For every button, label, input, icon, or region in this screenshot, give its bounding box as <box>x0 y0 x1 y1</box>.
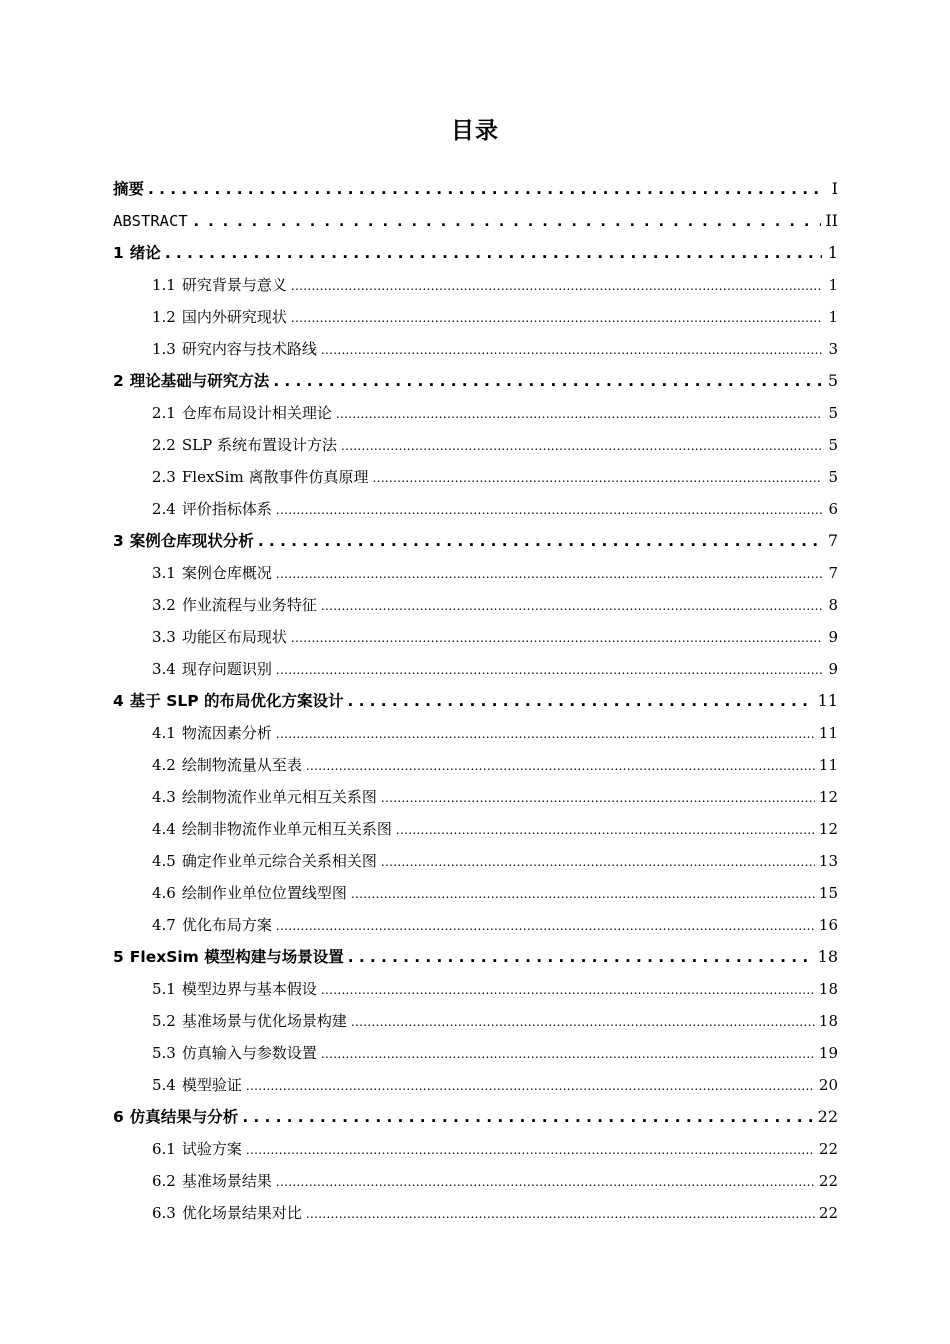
dot-leader <box>276 909 815 942</box>
toc-page-number: 12 <box>818 788 838 806</box>
toc-entry-number: 3 <box>113 532 124 550</box>
toc-page-number: 11 <box>818 724 838 742</box>
toc-entry-label: 案例仓库概况 <box>181 564 272 582</box>
toc-entry-label: 研究背景与意义 <box>181 276 287 294</box>
page-title: 目录 <box>451 118 499 144</box>
toc-page-number: 22 <box>818 1140 838 1158</box>
toc-entry-label: 绘制非物流作业单元相互关系图 <box>181 820 392 838</box>
toc-section-entry[interactable] <box>113 557 838 589</box>
dot-leader <box>165 237 822 269</box>
toc-entry-number: 4.3 <box>152 788 176 806</box>
toc-section-entry[interactable] <box>113 269 838 301</box>
toc-page-number: 18 <box>817 947 838 966</box>
dot-leader <box>192 205 822 237</box>
toc-entry-number: 4.4 <box>152 820 176 838</box>
toc-page-number: 1 <box>828 308 838 326</box>
toc-chapter-entry[interactable] <box>113 205 838 237</box>
toc-entry-label: 试验方案 <box>181 1140 242 1158</box>
toc-entry-label: 绪论 <box>129 244 161 262</box>
toc-page-number: 18 <box>818 980 838 998</box>
toc-entry-label: 现存问题识别 <box>181 660 272 678</box>
toc-entry-title <box>113 173 144 205</box>
toc-chapter-entry[interactable] <box>113 525 838 557</box>
dot-leader <box>336 397 822 430</box>
toc-chapter-entry[interactable] <box>113 1101 838 1133</box>
toc-page-number: 20 <box>818 1076 838 1094</box>
toc-entry-title <box>152 461 368 493</box>
toc-section-entry[interactable] <box>113 1005 838 1037</box>
toc-section-entry[interactable] <box>113 1037 838 1069</box>
toc-section-entry[interactable] <box>113 1165 838 1197</box>
toc-entry-title <box>113 1101 238 1133</box>
toc-entry-number: 1.3 <box>152 340 176 358</box>
dot-leader <box>351 1005 815 1038</box>
toc-entry-title <box>152 429 337 461</box>
toc-entry-title <box>152 557 272 589</box>
toc-entry-label: 基准场景结果 <box>181 1172 272 1190</box>
toc-entry-number: 6.2 <box>152 1172 176 1190</box>
toc-page-number: 5 <box>828 436 838 454</box>
toc-entry-number: 3.3 <box>152 628 176 646</box>
toc-entry-label: 基准场景与优化场景构建 <box>181 1012 347 1030</box>
toc-entry-label: 评价指标体系 <box>181 500 272 518</box>
toc-entry-label: 物流因素分析 <box>181 724 272 742</box>
dot-leader <box>148 173 822 205</box>
toc-entry-number: 3.2 <box>152 596 176 614</box>
toc-entry-title <box>113 365 269 397</box>
toc-section-entry[interactable] <box>113 301 838 333</box>
toc-entry-number: 2.4 <box>152 500 176 518</box>
toc-entry-title <box>152 1197 302 1229</box>
toc-entry-title <box>152 493 272 525</box>
dot-leader <box>276 653 822 686</box>
toc-entry-title <box>152 1069 242 1101</box>
dot-leader <box>396 813 815 846</box>
toc-entry-number: 1.1 <box>152 276 176 294</box>
toc-entry-number: 5.3 <box>152 1044 176 1062</box>
toc-section-entry[interactable] <box>113 813 838 845</box>
toc-page-number: 22 <box>818 1204 838 1222</box>
toc-entry-number: 3.1 <box>152 564 176 582</box>
toc-page-number: 8 <box>828 596 838 614</box>
toc-entry-title <box>152 909 272 941</box>
toc-entry-label: 绘制物流作业单元相互关系图 <box>181 788 377 806</box>
toc-chapter-entry[interactable] <box>113 941 838 973</box>
toc-entry-label: 优化场景结果对比 <box>181 1204 302 1222</box>
dot-leader <box>246 1069 815 1102</box>
toc-entry-label: 仿真输入与参数设置 <box>181 1044 317 1062</box>
toc-entry-title <box>152 397 332 429</box>
toc-entry-title <box>152 1133 242 1165</box>
dot-leader <box>276 493 822 526</box>
toc-section-entry[interactable] <box>113 781 838 813</box>
toc-section-entry[interactable] <box>113 621 838 653</box>
toc-entry-number: 4.6 <box>152 884 176 902</box>
toc-entry-label: 案例仓库现状分析 <box>129 532 254 550</box>
toc-page-number: 22 <box>817 1107 838 1126</box>
toc-chapter-entry[interactable] <box>113 685 838 717</box>
toc-page-number: 9 <box>828 628 838 646</box>
toc-section-entry[interactable] <box>113 493 838 525</box>
toc-entry-title <box>152 845 377 877</box>
toc-page-number: 5 <box>827 371 838 390</box>
toc-entry-label: 研究内容与技术路线 <box>181 340 317 358</box>
toc-entry-label: 基于 SLP 的布局优化方案设计 <box>129 692 344 710</box>
toc-page-number: II <box>825 211 838 230</box>
toc-page-number: 19 <box>818 1044 838 1062</box>
dot-leader <box>291 301 822 334</box>
dot-leader <box>381 845 815 878</box>
toc-entry-label: 功能区布局现状 <box>181 628 287 646</box>
toc-entry-title <box>113 237 161 269</box>
toc-section-entry[interactable] <box>113 845 838 877</box>
toc-entry-label: 模型边界与基本假设 <box>181 980 317 998</box>
toc-entry-label: 摘要 <box>113 180 145 198</box>
toc-section-entry[interactable] <box>113 1197 838 1229</box>
toc-section-entry[interactable] <box>113 461 838 493</box>
toc-entry-label: 国内外研究现状 <box>181 308 287 326</box>
toc-entry-title <box>152 301 287 333</box>
toc-entry-number: 2.2 <box>152 436 176 454</box>
dot-leader <box>341 429 822 462</box>
toc-entry-number: 4 <box>113 692 124 710</box>
toc-entry-title <box>152 973 317 1005</box>
dot-leader <box>372 461 822 494</box>
toc-page-number: I <box>831 179 838 198</box>
toc-entry-number: 3.4 <box>152 660 176 678</box>
dot-leader <box>348 941 814 973</box>
toc-entry-title <box>152 781 377 813</box>
toc-entry-label: 绘制物流量从至表 <box>181 756 302 774</box>
toc-section-entry[interactable] <box>113 909 838 941</box>
toc-entry-label: 作业流程与业务特征 <box>181 596 317 614</box>
dot-leader <box>351 877 815 910</box>
toc-entry-label: 优化布局方案 <box>181 916 272 934</box>
toc-entry-title <box>152 877 347 909</box>
toc-entry-title <box>113 685 344 717</box>
dot-leader <box>321 1037 815 1070</box>
toc-page-number: 6 <box>828 500 838 518</box>
toc-entry-title <box>152 1005 347 1037</box>
toc-chapter-entry[interactable] <box>113 365 838 397</box>
toc-entry-label: FlexSim 离散事件仿真原理 <box>181 468 369 486</box>
toc-entry-label: 模型验证 <box>181 1076 242 1094</box>
dot-leader <box>276 1165 815 1198</box>
toc-entry-title <box>152 1037 317 1069</box>
toc-entry-number: 2.3 <box>152 468 176 486</box>
toc-entry-title <box>113 941 344 973</box>
toc-page-number: 16 <box>818 916 838 934</box>
toc-entry-number: 1.2 <box>152 308 176 326</box>
dot-leader <box>381 781 815 814</box>
dot-leader <box>321 973 815 1006</box>
dot-leader <box>258 525 822 557</box>
toc-entry-number: 2.1 <box>152 404 176 422</box>
toc-entry-label: FlexSim 模型构建与场景设置 <box>129 948 344 966</box>
toc-entry-number: 5.4 <box>152 1076 176 1094</box>
dot-leader <box>306 1197 815 1230</box>
toc-entry-label: 理论基础与研究方法 <box>129 372 270 390</box>
toc-entry-label: SLP 系统布置设计方法 <box>181 436 337 454</box>
toc-chapter-entry[interactable] <box>113 237 838 269</box>
toc-entry-title <box>152 589 317 621</box>
toc-page-number: 18 <box>818 1012 838 1030</box>
toc-list <box>113 173 838 1229</box>
toc-section-entry[interactable] <box>113 717 838 749</box>
toc-entry-label: 确定作业单元综合关系相关图 <box>181 852 377 870</box>
toc-page-number: 12 <box>818 820 838 838</box>
toc-section-entry[interactable] <box>113 877 838 909</box>
toc-section-entry[interactable] <box>113 429 838 461</box>
toc-entry-label: ABSTRACT <box>113 212 188 230</box>
toc-page-number: 1 <box>828 276 838 294</box>
toc-section-entry[interactable] <box>113 1133 838 1165</box>
dot-leader <box>242 1101 813 1133</box>
dot-leader <box>348 685 814 717</box>
toc-section-entry[interactable] <box>113 973 838 1005</box>
toc-page-number: 9 <box>828 660 838 678</box>
toc-entry-number: 6 <box>113 1108 124 1126</box>
toc-entry-number: 6.3 <box>152 1204 176 1222</box>
toc-entry-number: 4.5 <box>152 852 176 870</box>
toc-section-entry[interactable] <box>113 333 838 365</box>
toc-section-entry[interactable] <box>113 397 838 429</box>
toc-entry-number: 4.2 <box>152 756 176 774</box>
toc-entry-label: 仓库布局设计相关理论 <box>181 404 332 422</box>
toc-entry-title <box>152 717 272 749</box>
dot-leader <box>273 365 822 397</box>
toc-entry-number: 4.1 <box>152 724 176 742</box>
toc-entry-number: 4.7 <box>152 916 176 934</box>
toc-page-number: 22 <box>818 1172 838 1190</box>
toc-section-entry[interactable] <box>113 653 838 685</box>
toc-page-number: 15 <box>818 884 838 902</box>
dot-leader <box>291 269 822 302</box>
toc-entry-label: 仿真结果与分析 <box>129 1108 239 1126</box>
toc-entry-number: 6.1 <box>152 1140 176 1158</box>
toc-section-entry[interactable] <box>113 1069 838 1101</box>
toc-entry-number: 2 <box>113 372 124 390</box>
toc-entry-title <box>152 621 287 653</box>
toc-page-number: 11 <box>818 756 838 774</box>
toc-entry-title <box>152 813 392 845</box>
toc-entry-label: 绘制作业单位位置线型图 <box>181 884 347 902</box>
dot-leader <box>276 557 822 590</box>
toc-page-number: 5 <box>828 404 838 422</box>
toc-entry-number: 5 <box>113 948 124 966</box>
toc-section-entry[interactable] <box>113 589 838 621</box>
dot-leader <box>276 717 815 750</box>
toc-page-number: 7 <box>827 531 838 550</box>
toc-entry-title <box>113 525 254 557</box>
toc-page-number: 1 <box>827 243 838 262</box>
toc-entry-number: 1 <box>113 244 124 262</box>
toc-entry-title <box>152 749 302 781</box>
toc-page-number: 7 <box>828 564 838 582</box>
toc-entry-title <box>152 333 317 365</box>
toc-page-number: 13 <box>818 852 838 870</box>
toc-page-number: 3 <box>828 340 838 358</box>
dot-leader <box>306 749 815 782</box>
toc-entry-title <box>113 205 188 237</box>
toc-page-number: 11 <box>817 691 838 710</box>
toc-entry-number: 5.2 <box>152 1012 176 1030</box>
toc-page-number: 5 <box>828 468 838 486</box>
toc-entry-number: 5.1 <box>152 980 176 998</box>
toc-chapter-entry[interactable] <box>113 173 838 205</box>
dot-leader <box>321 589 822 622</box>
toc-entry-title <box>152 1165 272 1197</box>
dot-leader <box>246 1133 815 1166</box>
toc-section-entry[interactable] <box>113 749 838 781</box>
dot-leader <box>291 621 822 654</box>
toc-entry-title <box>152 269 287 301</box>
dot-leader <box>321 333 822 366</box>
toc-entry-title <box>152 653 272 685</box>
